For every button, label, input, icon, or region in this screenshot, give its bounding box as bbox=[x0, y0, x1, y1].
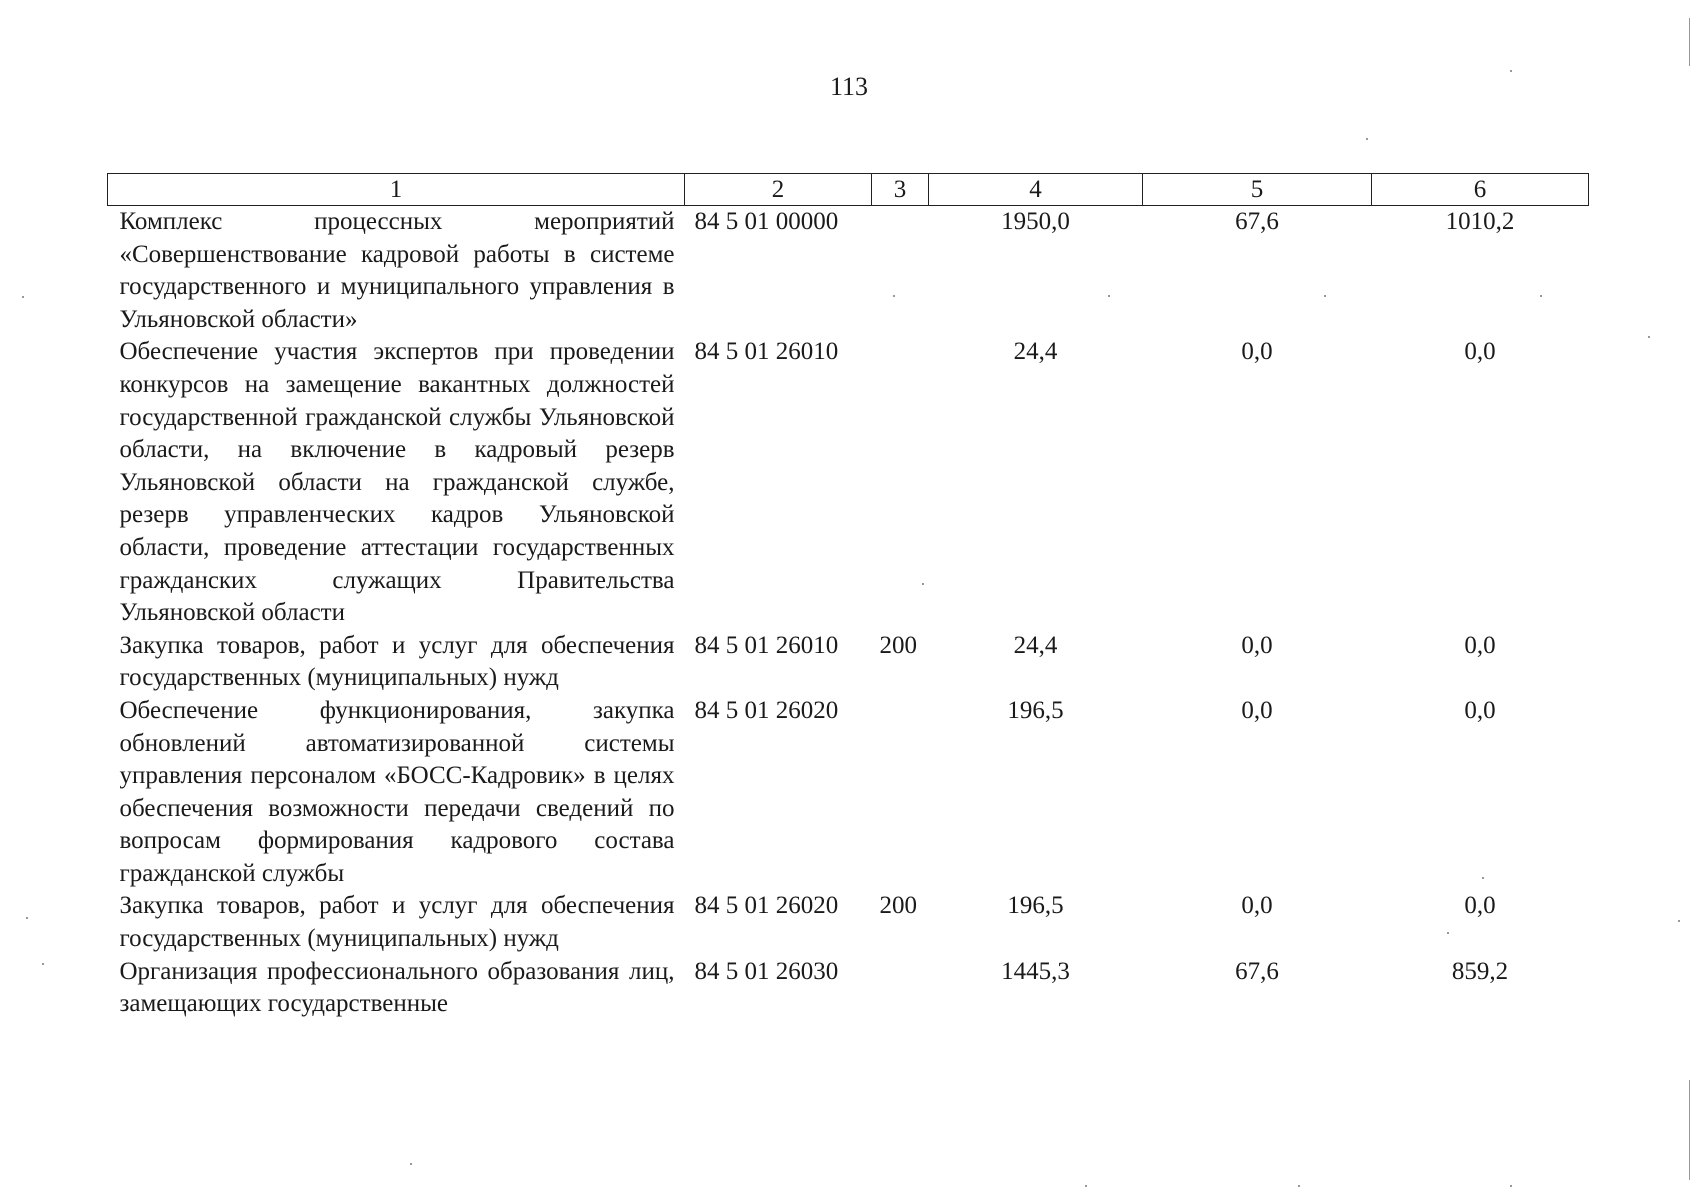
scan-edge-line bbox=[1689, 18, 1690, 66]
budget-table-container bbox=[107, 173, 1589, 1021]
header-col-1: 1 bbox=[108, 174, 685, 206]
table-row bbox=[108, 336, 1589, 629]
row-value-1: 24,4 bbox=[1013, 338, 1058, 366]
table-row bbox=[108, 630, 1589, 695]
row-group bbox=[872, 206, 929, 337]
row-name: Закупка товаров, работ и услуг для обеспечения государственных (муниципальных) нужд bbox=[119, 631, 675, 692]
row-value-3: 1010,2 bbox=[1445, 208, 1515, 235]
row-value-2: 0,0 bbox=[1241, 696, 1273, 724]
row-name: Закупка товаров, работ и услуг для обеспечения государственных (муниципальных) нужд bbox=[119, 892, 675, 953]
row-value-3: 0,0 bbox=[1464, 892, 1496, 920]
row-value-1: 24,4 bbox=[1013, 631, 1058, 659]
table-row bbox=[108, 890, 1589, 955]
row-value-3: 859,2 bbox=[1451, 957, 1509, 985]
row-code: 84 5 01 26010 bbox=[694, 338, 839, 366]
row-value-1: 196,5 bbox=[1007, 696, 1064, 724]
table-row bbox=[108, 695, 1589, 891]
header-col-5: 5 bbox=[1143, 174, 1372, 206]
row-value-3: 0,0 bbox=[1464, 338, 1496, 366]
row-value-1: 196,5 bbox=[1007, 892, 1064, 920]
row-group: 200 bbox=[879, 631, 917, 659]
row-value-1: 1950,0 bbox=[1001, 208, 1070, 235]
row-name: Комплекс процессных мероприятий «Совершенствование кадровой работы в системе государственного и муниципального управления в Ульяновской области» bbox=[119, 208, 675, 333]
row-value-2: 0,0 bbox=[1241, 338, 1273, 366]
row-value-1: 1445,3 bbox=[1001, 957, 1070, 985]
header-col-4: 4 bbox=[929, 174, 1143, 206]
budget-table bbox=[107, 173, 1589, 1021]
row-code: 84 5 01 26030 bbox=[694, 957, 839, 985]
row-group bbox=[872, 956, 929, 1021]
header-col-3: 3 bbox=[872, 174, 929, 206]
header-col-2: 2 bbox=[685, 174, 872, 206]
page-number: 113 bbox=[829, 72, 869, 101]
row-code: 84 5 01 26020 bbox=[694, 696, 839, 724]
table-header bbox=[108, 174, 1589, 206]
table-body bbox=[108, 206, 1589, 1021]
row-group bbox=[872, 695, 929, 891]
row-name: Обеспечение функционирования, закупка обновлений автоматизированной системы управления персоналом «БОСС-Кадровик» в целях обеспечения возможности передачи сведений по вопросам формирования кадрового состава гражданской службы bbox=[119, 696, 675, 887]
row-value-2: 0,0 bbox=[1241, 631, 1273, 659]
header-col-6: 6 bbox=[1372, 174, 1589, 206]
row-value-2: 67,6 bbox=[1235, 208, 1279, 235]
row-value-3: 0,0 bbox=[1464, 696, 1496, 724]
row-code: 84 5 01 26020 bbox=[694, 892, 839, 920]
row-group: 200 bbox=[879, 892, 917, 920]
row-group bbox=[872, 336, 929, 629]
table-row bbox=[108, 956, 1589, 1021]
row-value-2: 67,6 bbox=[1235, 957, 1279, 985]
row-value-2: 0,0 bbox=[1241, 892, 1273, 920]
scan-edge-line bbox=[1689, 1080, 1690, 1180]
header-row bbox=[108, 174, 1589, 206]
row-code: 84 5 01 26010 bbox=[694, 631, 839, 659]
row-name: Обеспечение участия экспертов при проведении конкурсов на замещение вакантных должностей государственной гражданской службы Ульяновской области, на включение в кадровый резерв Ульяновской области на гражданской службе, резерв управленческих кадров Ульяновской области, проведение аттестации государственных гражданских служащих Правительства Ульяновской области bbox=[119, 338, 675, 627]
row-name: Организация профессионального образования лиц, замещающих государственные bbox=[119, 957, 675, 1018]
row-value-3: 0,0 bbox=[1464, 631, 1496, 659]
row-code: 84 5 01 00000 bbox=[694, 208, 839, 235]
table-row bbox=[108, 206, 1589, 337]
